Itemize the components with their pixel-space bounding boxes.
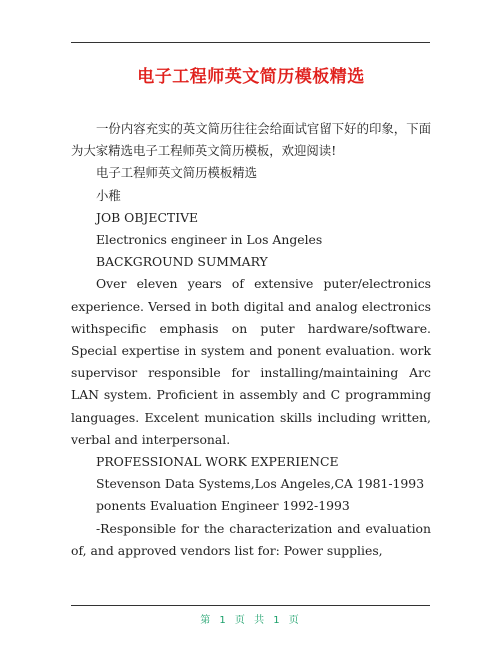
responsibility-line: -Responsible for the characterization and evaluation of, and approved vendors list for: Power supplies,: [71, 520, 431, 558]
section-heading-job-objective: JOB OBJECTIVE: [96, 209, 199, 225]
document-body: [71, 118, 431, 562]
header-rule: [71, 42, 430, 43]
section-heading-background-summary: BACKGROUND SUMMARY: [96, 254, 268, 270]
page-number: 第 1 页 共 1 页: [200, 615, 302, 626]
document-title: 电子工程师英文简历模板精选: [137, 67, 365, 87]
section-heading-work-experience: PROFESSIONAL WORK EXPERIENCE: [96, 454, 339, 470]
author-name: 小稚: [96, 187, 121, 203]
background-summary-text: Over eleven years of extensive puter/electronics experience. Versed in both digital and analog electronics withspecific emphasis on puter hardware/software. Special expertise in system and ponent evaluation. work supervisor responsible for installing/maintaining Arc LAN system. Proficient in assembly and C programming languages. Excelent munication skills including written, verbal and interpersonal.: [71, 276, 431, 447]
subtitle-line: 电子工程师英文简历模板精选: [96, 165, 258, 181]
intro-paragraph: 一份内容充实的英文简历往往会给面试官留下好的印象，下面为大家精选电子工程师英文简历模板，欢迎阅读!: [71, 121, 431, 159]
footer-rule: [71, 605, 430, 606]
job-objective-text: Electronics engineer in Los Angeles: [96, 232, 323, 248]
employer-line: Stevenson Data Systems,Los Angeles,CA 1981-1993: [96, 476, 425, 492]
position-line: ponents Evaluation Engineer 1992-1993: [96, 498, 350, 514]
